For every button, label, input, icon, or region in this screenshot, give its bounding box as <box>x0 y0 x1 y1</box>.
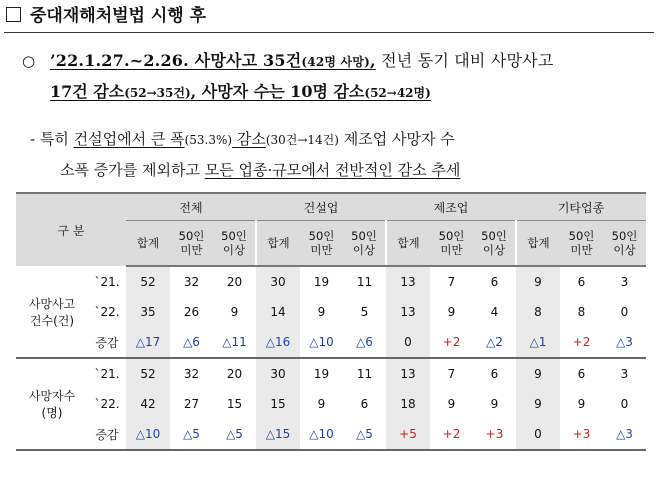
table-cell: 3 <box>620 367 629 381</box>
table-cell: 6 <box>577 367 586 381</box>
table-cell: 32 <box>183 275 200 289</box>
table-cell: 0 <box>386 327 430 358</box>
table-cell: 3 <box>620 275 629 289</box>
subheader-under-50: 50인 미만 <box>430 221 473 267</box>
subheader-under-50: 50인 미만 <box>560 221 603 267</box>
table-cell: 9 <box>230 305 239 319</box>
table-cell: 13 <box>386 297 430 327</box>
row-label-deaths: 사망자수 (명) <box>16 358 88 450</box>
table-cell: △3 <box>603 419 646 450</box>
table-cell: 7 <box>447 275 456 289</box>
table-cell: △5 <box>170 419 213 450</box>
subheader-total: 합계 <box>516 221 560 267</box>
table-cell: 8 <box>577 305 586 319</box>
detail-highlight-trend: 모든 업종·규모에서 전반적인 감소 추세 <box>204 161 461 179</box>
table-cell: 20 <box>226 275 243 289</box>
table-cell: △10 <box>300 327 343 358</box>
checkbox-square-icon <box>6 7 21 22</box>
detail-paragraph <box>30 124 655 185</box>
table-cell: 19 <box>313 367 330 381</box>
row-year-label: 증감 <box>88 327 126 358</box>
table-cell: +2 <box>560 327 603 358</box>
row-year-label: 증감 <box>88 419 126 450</box>
row-year-label: `22. <box>94 305 120 319</box>
table-cell: 30 <box>256 358 300 389</box>
table-row <box>16 419 646 450</box>
table-cell: +3 <box>473 419 516 450</box>
detail-highlight-construction: 건설업에서 큰 폭 <box>73 130 185 148</box>
table-cell: 0 <box>516 419 560 450</box>
table-cell: △10 <box>300 419 343 450</box>
subheader-total: 합계 <box>256 221 300 267</box>
table-cell: △15 <box>256 419 300 450</box>
table-cell: 13 <box>386 358 430 389</box>
detail-line-2: 소폭 증가를 제외하고 모든 업종·규모에서 전반적인 감소 추세 <box>60 161 461 179</box>
group-header-total: 전체 <box>126 193 256 221</box>
table-cell: △11 <box>213 327 256 358</box>
dash-bullet: - <box>30 130 36 148</box>
table-cell: △3 <box>603 327 646 358</box>
subheader-over-50: 50인 이상 <box>473 221 516 267</box>
table-cell: △5 <box>343 419 386 450</box>
table-cell: 35 <box>126 297 170 327</box>
table-cell: △2 <box>473 327 516 358</box>
row-year-label: `22. <box>94 397 120 411</box>
table-cell: 6 <box>490 367 499 381</box>
summary-line-1 <box>50 46 652 77</box>
table-cell: 9 <box>516 266 560 297</box>
table-cell: 9 <box>577 397 586 411</box>
table-cell: 6 <box>490 275 499 289</box>
group-header-manufacturing: 제조업 <box>386 193 516 221</box>
table-cell: 9 <box>317 397 326 411</box>
table-cell: +2 <box>430 327 473 358</box>
detail-line-1: - 특히 건설업에서 큰 폭(53.3%) 감소(30건→14건) 제조업 사망자 수 <box>30 130 455 148</box>
subheader-under-50: 50인 미만 <box>170 221 213 267</box>
table-cell: △17 <box>126 327 170 358</box>
summary-line-2 <box>50 77 652 108</box>
subheader-over-50: 50인 이상 <box>603 221 646 267</box>
table-cell: 4 <box>490 305 499 319</box>
table-cell: 9 <box>516 358 560 389</box>
table-cell: 9 <box>516 389 560 419</box>
table-cell: 15 <box>256 389 300 419</box>
statistics-table <box>16 192 646 451</box>
subheader-total: 합계 <box>126 221 170 267</box>
table-row <box>16 389 646 419</box>
section-title <box>6 4 206 28</box>
table-cell: △6 <box>170 327 213 358</box>
row-year-label: `21. <box>94 367 120 381</box>
table-cell: 52 <box>126 358 170 389</box>
summary-highlight-decrease: 17건 감소(52→35건), 사망자 수는 10명 감소(52→42명) <box>50 82 431 101</box>
summary-highlight-accidents: ’22.1.27.~2.26. 사망사고 35건(42명 사망), <box>50 51 376 70</box>
table-cell: 30 <box>256 266 300 297</box>
title-divider <box>4 32 654 33</box>
table-cell: +3 <box>560 419 603 450</box>
table-cell: 6 <box>577 275 586 289</box>
group-header-construction: 건설업 <box>256 193 386 221</box>
subheader-total: 합계 <box>386 221 430 267</box>
summary-paragraph <box>20 46 652 108</box>
table-cell: +5 <box>386 419 430 450</box>
subheader-over-50: 50인 이상 <box>213 221 256 267</box>
table-cell: 6 <box>360 397 369 411</box>
subheader-under-50: 50인 미만 <box>300 221 343 267</box>
table-cell: 18 <box>386 389 430 419</box>
table-cell: 26 <box>183 305 200 319</box>
table-cell: 13 <box>386 266 430 297</box>
group-header-other: 기타업종 <box>516 193 646 221</box>
table-row <box>16 358 646 389</box>
table-cell: +2 <box>430 419 473 450</box>
table-cell: 19 <box>313 275 330 289</box>
table-cell: 9 <box>490 397 499 411</box>
table-cell: 9 <box>447 305 456 319</box>
table-cell: 8 <box>516 297 560 327</box>
table-cell: 0 <box>620 397 629 411</box>
table-cell: 7 <box>447 367 456 381</box>
table-cell: △10 <box>126 419 170 450</box>
table-cell: △6 <box>343 327 386 358</box>
row-label-accidents: 사망사고 건수(건) <box>16 266 88 358</box>
table-cell: 11 <box>356 275 373 289</box>
table-cell: 9 <box>447 397 456 411</box>
table-cell: 0 <box>620 305 629 319</box>
circle-bullet-icon: ○ <box>22 52 36 70</box>
table-cell: 15 <box>226 397 243 411</box>
table-cell: △5 <box>213 419 256 450</box>
section-title-text: 중대재해처벌법 시행 후 <box>30 6 207 26</box>
table-row <box>16 297 646 327</box>
table-row <box>16 266 646 297</box>
table-cell: △1 <box>516 327 560 358</box>
table-corner-header: 구 분 <box>16 193 126 266</box>
subheader-over-50: 50인 이상 <box>343 221 386 267</box>
table-cell: 20 <box>226 367 243 381</box>
table-cell: 5 <box>360 305 369 319</box>
summary-text: 전년 동기 대비 사망사고 <box>375 51 554 70</box>
table-cell: △16 <box>256 327 300 358</box>
table-cell: 11 <box>356 367 373 381</box>
table-cell: 27 <box>183 397 200 411</box>
table-cell: 32 <box>183 367 200 381</box>
table-cell: 9 <box>317 305 326 319</box>
table-cell: 52 <box>126 266 170 297</box>
row-year-label: `21. <box>94 274 120 289</box>
table-row <box>16 327 646 358</box>
table-cell: 14 <box>256 297 300 327</box>
table-cell: 42 <box>126 389 170 419</box>
